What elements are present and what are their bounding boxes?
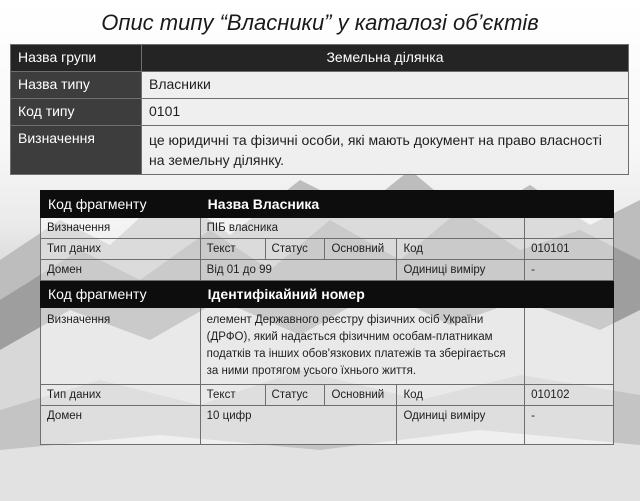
group-name-label: Назва групи xyxy=(11,45,142,72)
type-name-value: Власники xyxy=(142,72,629,99)
fragment-code-field-label: Код xyxy=(397,239,525,260)
fragment-datatype-value: Текст xyxy=(200,385,265,406)
definition-value: це юридичні та фізичні особи, які мають документ на право власності на земельну ділянку. xyxy=(142,126,629,175)
fragment-definition-value: елемент Державного реєстру фізичних осіб України (ДРФО), який надається фізичним особам-платникам податків та інших обов'язкових платежів та зберігається за ними протягом усього їхнього життя. xyxy=(200,308,524,385)
fragment-name: Ідентифікайний номер xyxy=(200,281,613,308)
fragment-domain-label: Домен xyxy=(41,260,201,281)
fragments-table xyxy=(40,190,614,445)
type-code-value: 0101 xyxy=(142,99,629,126)
definition-label: Визначення xyxy=(11,126,142,175)
group-name-value: Земельна ділянка xyxy=(142,45,629,72)
fragment-name: Назва Власника xyxy=(200,191,613,218)
fragment-code-field-label: Код xyxy=(397,385,525,406)
fragment-domain-value: 10 цифр xyxy=(200,406,397,445)
fragment-empty-cell xyxy=(525,218,614,239)
fragment-definition-value: ПІБ власника xyxy=(200,218,524,239)
fragment-definition-label: Визначення xyxy=(41,308,201,385)
fragment-status-label: Статус xyxy=(265,239,325,260)
fragment-code-value: 010102 xyxy=(525,385,614,406)
type-code-label: Код типу xyxy=(11,99,142,126)
fragment-status-value: Основний xyxy=(325,385,397,406)
fragment-status-value: Основний xyxy=(325,239,397,260)
fragment-code-value: 010101 xyxy=(525,239,614,260)
page-title: Опис типу “Власники” у каталозі об’єктів xyxy=(101,10,539,35)
fragment-units-value: - xyxy=(525,406,614,445)
fragment-empty-cell xyxy=(525,308,614,385)
fragment-domain-label: Домен xyxy=(41,406,201,445)
fragment-units-value: - xyxy=(525,260,614,281)
fragment-datatype-value: Текст xyxy=(200,239,265,260)
fragment-code-label: Код фрагменту xyxy=(41,281,201,308)
fragment-datatype-label: Тип даних xyxy=(41,239,201,260)
fragment-code-label: Код фрагменту xyxy=(41,191,201,218)
fragment-status-label: Статус xyxy=(265,385,325,406)
type-info-table xyxy=(10,44,629,175)
fragment-datatype-label: Тип даних xyxy=(41,385,201,406)
type-name-label: Назва типу xyxy=(11,72,142,99)
fragment-units-label: Одиниці виміру xyxy=(397,406,525,445)
fragment-definition-label: Визначення xyxy=(41,218,201,239)
fragment-units-label: Одиниці виміру xyxy=(397,260,525,281)
fragment-domain-value: Від 01 до 99 xyxy=(200,260,397,281)
